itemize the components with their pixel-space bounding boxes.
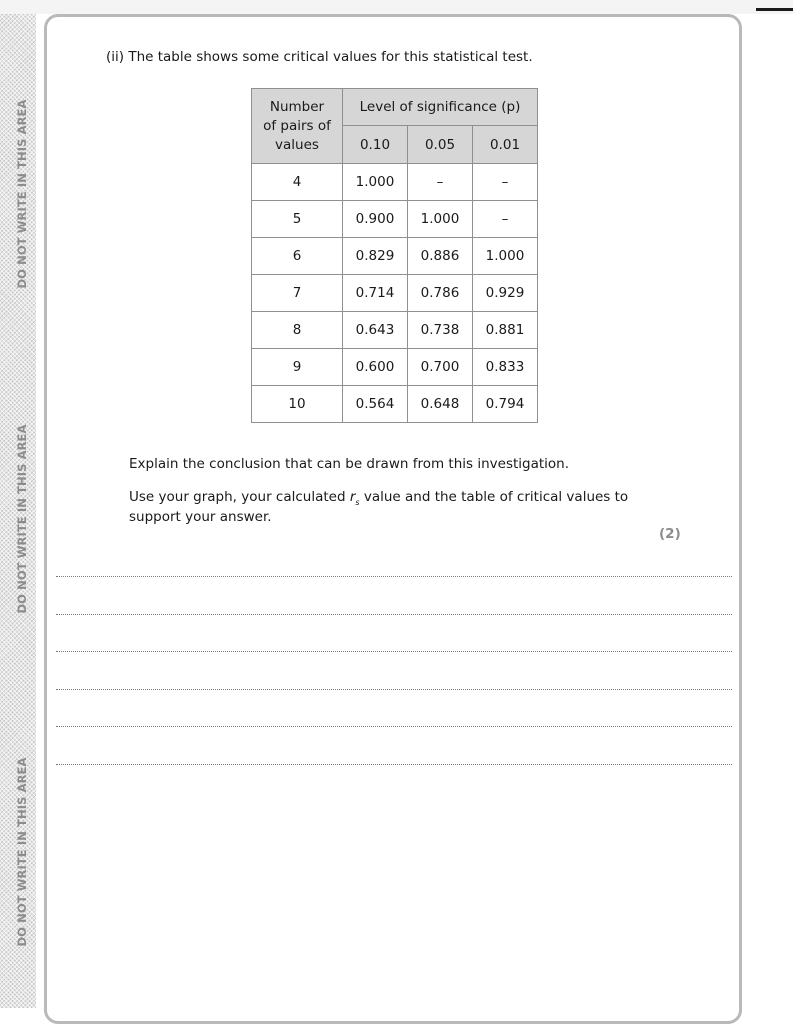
- value-cell: –: [473, 201, 538, 238]
- answer-line[interactable]: [56, 764, 732, 765]
- value-cell: 0.600: [343, 349, 408, 386]
- question-intro: (ii) The table shows some critical values for this statistical test.: [106, 49, 533, 65]
- value-cell: 0.900: [343, 201, 408, 238]
- pairs-cell: 6: [252, 238, 343, 275]
- value-cell: 0.881: [473, 312, 538, 349]
- table-row: [252, 238, 538, 275]
- pairs-cell: 4: [252, 164, 343, 201]
- value-cell: 0.794: [473, 386, 538, 423]
- pairs-cell: 8: [252, 312, 343, 349]
- value-cell: 0.833: [473, 349, 538, 386]
- value-cell: –: [473, 164, 538, 201]
- value-cell: 0.700: [408, 349, 473, 386]
- value-cell: 0.643: [343, 312, 408, 349]
- table-row: [252, 312, 538, 349]
- pairs-cell: 10: [252, 386, 343, 423]
- value-cell: 1.000: [473, 238, 538, 275]
- corner-mark: [756, 8, 793, 11]
- r-symbol: r: [349, 489, 356, 505]
- value-cell: 0.786: [408, 275, 473, 312]
- marks-label: (2): [659, 526, 681, 542]
- table-row: [252, 164, 538, 201]
- value-cell: 0.929: [473, 275, 538, 312]
- answer-line[interactable]: [56, 576, 732, 577]
- pairs-cell: 9: [252, 349, 343, 386]
- value-cell: 0.564: [343, 386, 408, 423]
- margin-strip: DO NOT WRITE IN THIS AREA DO NOT WRITE IN THIS AREA DO NOT WRITE IN THIS AREA: [0, 14, 36, 1008]
- answer-line[interactable]: [56, 689, 732, 690]
- r-subscript: s: [355, 498, 360, 507]
- table-row: [252, 201, 538, 238]
- use-instruction: Use your graph, your calculated $r_s$ value and the table of critical values to support your answer.: [129, 489, 629, 525]
- answer-line[interactable]: [56, 726, 732, 727]
- pairs-header: Number of pairs of values: [252, 89, 343, 164]
- level-010: 0.10: [343, 126, 408, 164]
- table-header-row: [252, 89, 538, 126]
- value-cell: 0.648: [408, 386, 473, 423]
- pairs-cell: 7: [252, 275, 343, 312]
- table-row: [252, 386, 538, 423]
- page-top-strip: [0, 0, 793, 14]
- value-cell: 0.829: [343, 238, 408, 275]
- level-005: 0.05: [408, 126, 473, 164]
- value-cell: 1.000: [343, 164, 408, 201]
- table-row: [252, 275, 538, 312]
- table-row: [252, 349, 538, 386]
- critical-values-table: [251, 88, 538, 423]
- value-cell: –: [408, 164, 473, 201]
- pairs-cell: 5: [252, 201, 343, 238]
- answer-line[interactable]: [56, 651, 732, 652]
- value-cell: 0.714: [343, 275, 408, 312]
- value-cell: 0.738: [408, 312, 473, 349]
- level-header: Level of significance (p): [343, 89, 538, 126]
- level-001: 0.01: [473, 126, 538, 164]
- answer-line[interactable]: [56, 614, 732, 615]
- explain-instruction: Explain the conclusion that can be drawn from this investigation.: [129, 456, 570, 472]
- value-cell: 1.000: [408, 201, 473, 238]
- value-cell: 0.886: [408, 238, 473, 275]
